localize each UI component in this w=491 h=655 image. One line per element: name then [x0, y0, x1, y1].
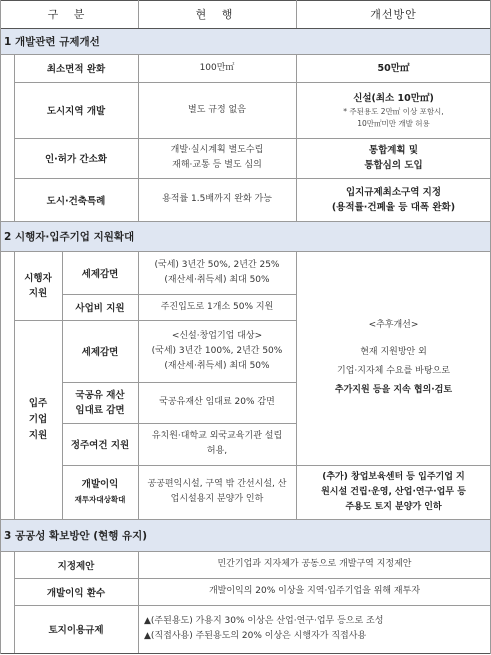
header-current: 현 행 — [195, 8, 239, 21]
rule — [0, 653, 491, 654]
permit-current-1: 개발·실시계획 별도수립 — [170, 145, 264, 155]
future-improve-3: 기업·지자체 수요를 바탕으로 — [337, 366, 450, 376]
rule — [14, 138, 491, 139]
rule — [0, 0, 1, 654]
dev-tax-line-1: (국세) 3년간 50%, 2년간 25% — [154, 259, 280, 270]
reinvest-label-1: 개발이익 — [81, 479, 119, 490]
row-project-cost-label: 사업비 지원 — [62, 294, 138, 320]
row-min-area-label: 최소면적 완화 — [14, 54, 138, 82]
group-developer-label-2: 지원 — [28, 287, 48, 299]
rule — [0, 519, 491, 520]
permit-current-2: 재해·교통 등 별도 심의 — [172, 160, 262, 170]
reinvest-improve-3: 주용도 토지 분양가 인하 — [345, 501, 442, 512]
rule — [138, 251, 139, 519]
row-tenant-tax-current — [138, 320, 296, 382]
land-use-line-2: ▲(직접사용) 주된용도의 20% 이상은 시행자가 직접사용 — [144, 631, 367, 641]
rule — [296, 251, 297, 519]
group-developer-label-1: 시행자 — [24, 272, 52, 284]
row-tenant-tax-label: 세제감면 — [62, 320, 138, 382]
rule — [14, 578, 491, 579]
urban-improve-note-1: * 주된용도 2만㎡ 이상 포함시, — [343, 106, 444, 116]
rule — [0, 221, 491, 222]
rule — [62, 251, 63, 519]
tenant-tax-line-1: <신설·창업기업 대상> — [171, 330, 263, 341]
row-building-improve — [296, 178, 491, 221]
rule — [138, 54, 139, 221]
group-tenant-label-1: 입주 — [28, 397, 48, 409]
row-recovery-text: 개발이익의 20% 이상을 지역·입주기업을 위해 재투자 — [208, 586, 421, 596]
row-min-area-improve: 50만㎡ — [377, 62, 410, 74]
row-land-use-text — [138, 605, 491, 653]
row-permit-label: 인·허가 간소화 — [14, 138, 138, 178]
row-permit-current — [138, 138, 296, 178]
urban-improve-main: 신설(최소 10만㎡) — [353, 92, 434, 104]
row-urban-improve — [296, 82, 491, 138]
rule — [14, 82, 491, 83]
row-building-label: 도시·건축특례 — [14, 178, 138, 221]
permit-improve-2: 통합심의 도입 — [364, 160, 423, 171]
building-improve-1: 입지규제최소구역 지정 — [345, 186, 442, 198]
row-recovery-label: 개발이익 환수 — [14, 578, 138, 605]
row-urban-current: 별도 규정 없음 — [188, 104, 246, 115]
row-designation-text: 민간기업과 지자체가 공동으로 개발구역 지정제안 — [217, 559, 412, 569]
row-state-property-current: 국공유재산 임대료 20% 감면 — [159, 397, 275, 407]
group-tenant-label-2: 기업 — [28, 413, 48, 425]
row-reinvest-current — [138, 465, 296, 519]
row-building-current: 용적률 1.5배까지 완화 가능 — [162, 194, 272, 204]
merged-future-improve — [296, 251, 491, 465]
section-2-title: 2 시행자·입주기업 지원확대 — [0, 221, 491, 251]
rule — [62, 423, 296, 424]
tenant-tax-line-3: (재산세·취득세) 최대 50% — [164, 360, 270, 371]
header-category: 구 분 — [47, 8, 91, 21]
rule — [62, 294, 296, 295]
reinvest-label-2: 재투자대상확대 — [74, 495, 126, 504]
row-state-property-label — [62, 382, 138, 423]
rule — [0, 0, 491, 1]
header-improvement: 개선방안 — [370, 8, 417, 21]
row-living-current — [138, 423, 296, 465]
row-reinvest-label — [62, 465, 138, 519]
dev-tax-line-2: (재산세·취득세) 최대 50% — [164, 274, 270, 285]
row-dev-tax-current — [138, 251, 296, 294]
rule — [0, 54, 491, 55]
rule — [14, 178, 491, 179]
row-land-use-label: 토지이용규제 — [14, 605, 138, 653]
future-improve-2: 현재 지원방안 외 — [360, 347, 427, 357]
section-1-title: 1 개발관련 규제개선 — [0, 28, 491, 54]
rule — [62, 465, 491, 466]
rule — [14, 251, 15, 519]
group-developer-support — [14, 251, 62, 320]
reinvest-current-1: 공공편익시설, 구역 밖 간선시설, 산 — [147, 479, 287, 489]
row-designation-label: 지정제안 — [14, 551, 138, 578]
group-tenant-label-3: 지원 — [28, 429, 48, 441]
row-living-label: 정주여건 지원 — [62, 423, 138, 465]
rule — [0, 551, 491, 552]
rule — [138, 551, 139, 653]
state-property-label-2: 임대료 감면 — [75, 404, 125, 416]
row-min-area-current: 100만㎡ — [199, 62, 235, 73]
urban-improve-note-2: 10만㎡미만 개발 허용 — [357, 118, 430, 128]
rule — [62, 382, 296, 383]
land-use-line-1: ▲(주된용도) 가용지 30% 이상은 산업·연구·업무 등으로 조성 — [144, 616, 384, 626]
tenant-tax-line-2: (국세) 3년간 100%, 2년간 50% — [151, 345, 283, 356]
reinvest-improve-2: 원시설 건립·운영, 산업·연구·업무 등 — [321, 486, 466, 497]
reinvest-improve-1: (추가) 창업보육센터 등 입주기업 지 — [322, 471, 465, 482]
rule — [14, 551, 15, 653]
state-property-label-1: 국공유 재산 — [75, 389, 125, 401]
section-3-title: 3 공공성 확보방안 (현행 유지) — [0, 519, 491, 551]
rule — [138, 0, 139, 28]
row-urban-label: 도시지역 개발 — [14, 82, 138, 138]
living-line-2: 허용, — [206, 446, 228, 456]
row-dev-tax-label: 세제감면 — [62, 251, 138, 294]
future-improve-1: <추후개선> — [368, 320, 419, 330]
row-reinvest-improve — [296, 465, 491, 519]
row-permit-improve — [296, 138, 491, 178]
rule — [14, 605, 491, 606]
row-project-cost-current: 주진입도로 1개소 50% 지원 — [160, 301, 274, 312]
rule — [296, 0, 297, 28]
permit-improve-1: 통합계획 및 — [368, 145, 419, 156]
building-improve-2: (용적률·건폐율 등 대폭 완화) — [331, 201, 456, 213]
group-tenant-support — [14, 320, 62, 519]
rule — [14, 320, 296, 321]
rule — [14, 54, 15, 221]
rule — [296, 54, 297, 221]
reinvest-current-2: 업시설용지 분양가 인하 — [170, 494, 264, 504]
rule — [0, 251, 491, 252]
living-line-1: 유치원·대학교 외국교육기관 설립 — [151, 431, 283, 441]
future-improve-4: 추가지원 등을 지속 협의·검토 — [334, 385, 453, 395]
rule — [0, 28, 491, 29]
